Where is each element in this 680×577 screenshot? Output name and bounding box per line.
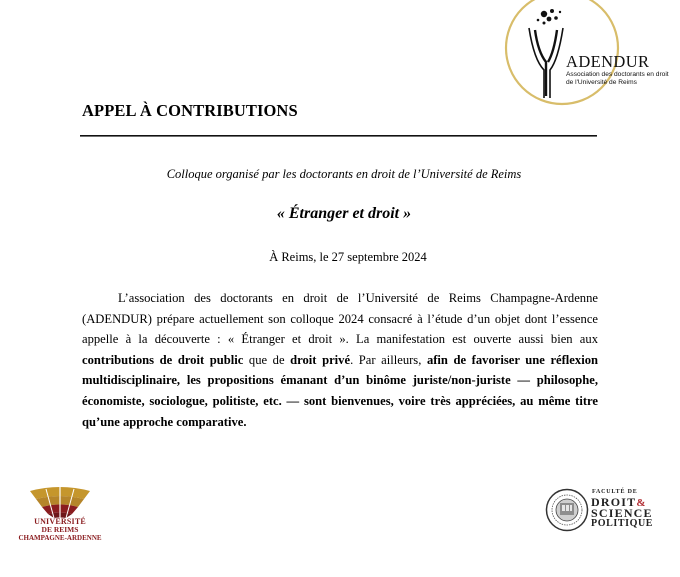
urca-logo [10,485,110,545]
body-text-3: . Par ailleurs, [350,352,427,367]
adendur-logo [500,0,680,122]
colloquium-subtitle: Colloque organisé par les doctorants en droit de l’Université de Reims [166,167,522,181]
title-divider [80,135,597,137]
faculty-logo-droit: DROIT [591,495,637,509]
faculty-logo-line3: SCIENCE [591,506,653,520]
body-text-2: que de [243,352,291,367]
faculty-logo-line1: FACULTÉ DE [592,489,638,495]
faculty-logo-line4: POLITIQUE [591,518,654,529]
page-title: APPEL À CONTRIBUTIONS [82,101,298,120]
adendur-logo-name: ADENDUR [566,52,650,71]
urca-logo-line1: UNIVERSITÉ [34,517,86,526]
colloquium-theme: « Étranger et droit » [276,205,412,222]
body-bold-3: afin de favoriser une réflexion multidisciplinaire, les propositions émanant d’un binôme juriste/non-juriste — philosophe, économiste, sociologue, politiste, etc. — sont bienvenues, voire très appréciées, au même titre qu’une approche comparative. [82,352,598,429]
adendur-logo-subtitle: Association des doctorants en droit de l'Université de Reims [566,71,669,86]
body-paragraph [82,288,598,432]
urca-logo-line3: CHAMPAGNE-ARDENNE [18,534,102,542]
body-text [82,288,598,432]
faculty-logo-ampersand: & [636,497,647,509]
dateline: À Reims, le 27 septembre 2024 [269,250,427,264]
faculty-seal-icon [545,488,589,532]
faculty-logo [545,486,655,536]
body-bold-2: droit privé [290,352,351,367]
body-bold-1: contributions de droit public [82,352,244,367]
body-text-1: L’association des doctorants en droit de l’Université de Reims Champagne-Ardenne (ADENDUR) prépare actuellement son colloque 2024 consacré à l’étude d’un objet dont l’essence appelle à la découverte : « Étranger et droit ». La manifestation est ouverte aussi bien aux [82,291,598,347]
urca-emblem-icon [10,485,110,519]
urca-logo-line2: DE REIMS [41,525,79,534]
